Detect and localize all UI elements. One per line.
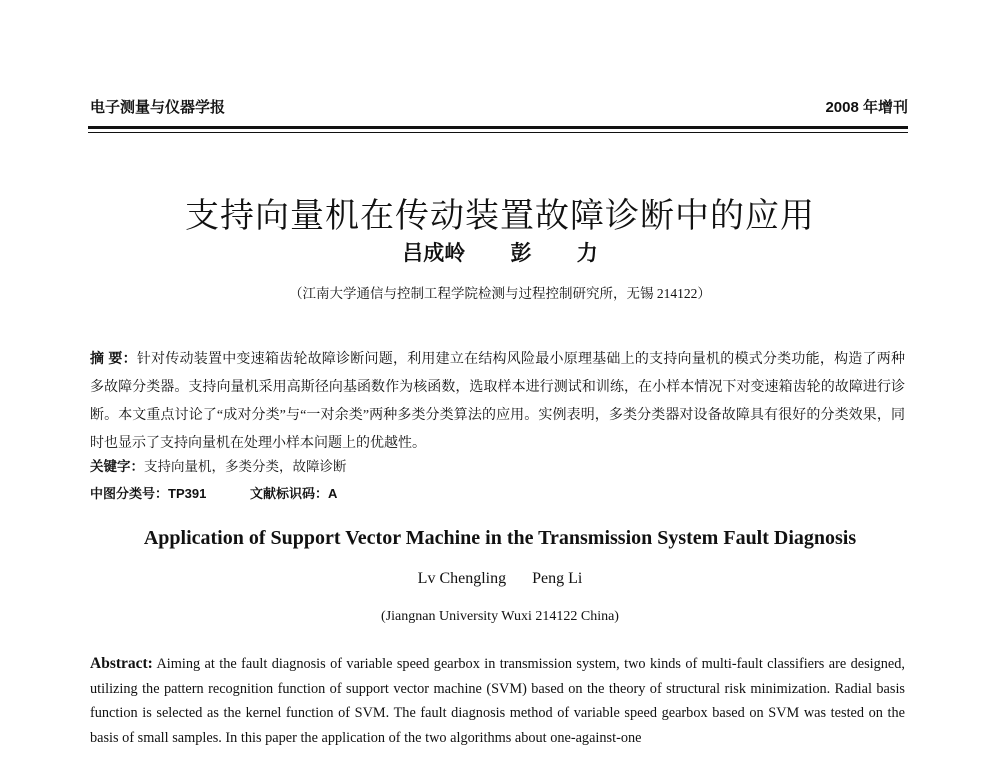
english-abstract bbox=[90, 652, 905, 750]
keywords-label: 关键字： bbox=[90, 459, 144, 474]
english-authors bbox=[0, 570, 1000, 588]
journal-issue: 2008 年增刊 bbox=[825, 99, 908, 116]
abstract-cn-label: 摘 要： bbox=[90, 350, 137, 366]
affiliation: （江南大学通信与控制工程学院检测与过程控制研究所，无锡 214122） bbox=[289, 286, 711, 301]
author: 吕成岭 bbox=[402, 241, 466, 265]
abstract-label: Abstract: bbox=[90, 655, 153, 672]
abstract-cn-text: 针对传动装置中变速箱齿轮故障诊断问题，利用建立在结构风险最小原理基础上的支持向量机的模式分类功能，构造了两种多故障分类器。支持向量机采用高斯径向基函数作为核函数，选取样本进行测试和训练，在小样本情况下对变速箱齿轮的故障进行诊断。本文重点讨论了“成对分类”与“一对余类”两种多类分类算法的应用。实例表明，多类分类器对设备故障具有很好的分类效果，同时也显示了支持向量机在处理小样本问题上的优越性。 bbox=[90, 352, 905, 451]
doc-code-label: 文献标识码： bbox=[249, 486, 328, 501]
abstract-cn bbox=[90, 344, 905, 458]
doc-code-value: A bbox=[327, 486, 338, 501]
header-rule-thin bbox=[88, 132, 908, 133]
classification bbox=[90, 483, 337, 502]
authors bbox=[0, 237, 1000, 267]
clc-value: TP391 bbox=[168, 486, 207, 501]
english-title: Application of Support Vector Machine in the Transmission System Fault Diagnosis bbox=[143, 527, 857, 549]
keywords bbox=[90, 455, 347, 475]
clc-label: 中图分类号： bbox=[90, 486, 169, 501]
paper-title: 支持向量机在传动装置故障诊断中的应用 bbox=[185, 197, 815, 235]
english-affiliation: (Jiangnan University Wuxi 214122 China) bbox=[381, 609, 619, 624]
journal-name: 电子测量与仪器学报 bbox=[90, 99, 226, 116]
author: 彭 力 bbox=[510, 241, 598, 265]
author: Peng Li bbox=[532, 570, 583, 587]
author: Lv Chengling bbox=[417, 570, 507, 587]
header-rule bbox=[88, 126, 908, 129]
keywords-text: 支持向量机，多类分类，故障诊断 bbox=[144, 459, 347, 474]
abstract-text: Aiming at the fault diagnosis of variable speed gearbox in transmission system, two kinds of multi-fault classifiers are designed, utilizing the pattern recognition function of support vector machine (SVM) based on the theory of structural risk minimization. Radial basis function is selected as the kernel function of SVM. The fault diagnosis method of variable speed gearbox based on SVM was tested on the basis of small samples. In this paper the application of the two algorithms about one-against-one bbox=[90, 656, 905, 746]
